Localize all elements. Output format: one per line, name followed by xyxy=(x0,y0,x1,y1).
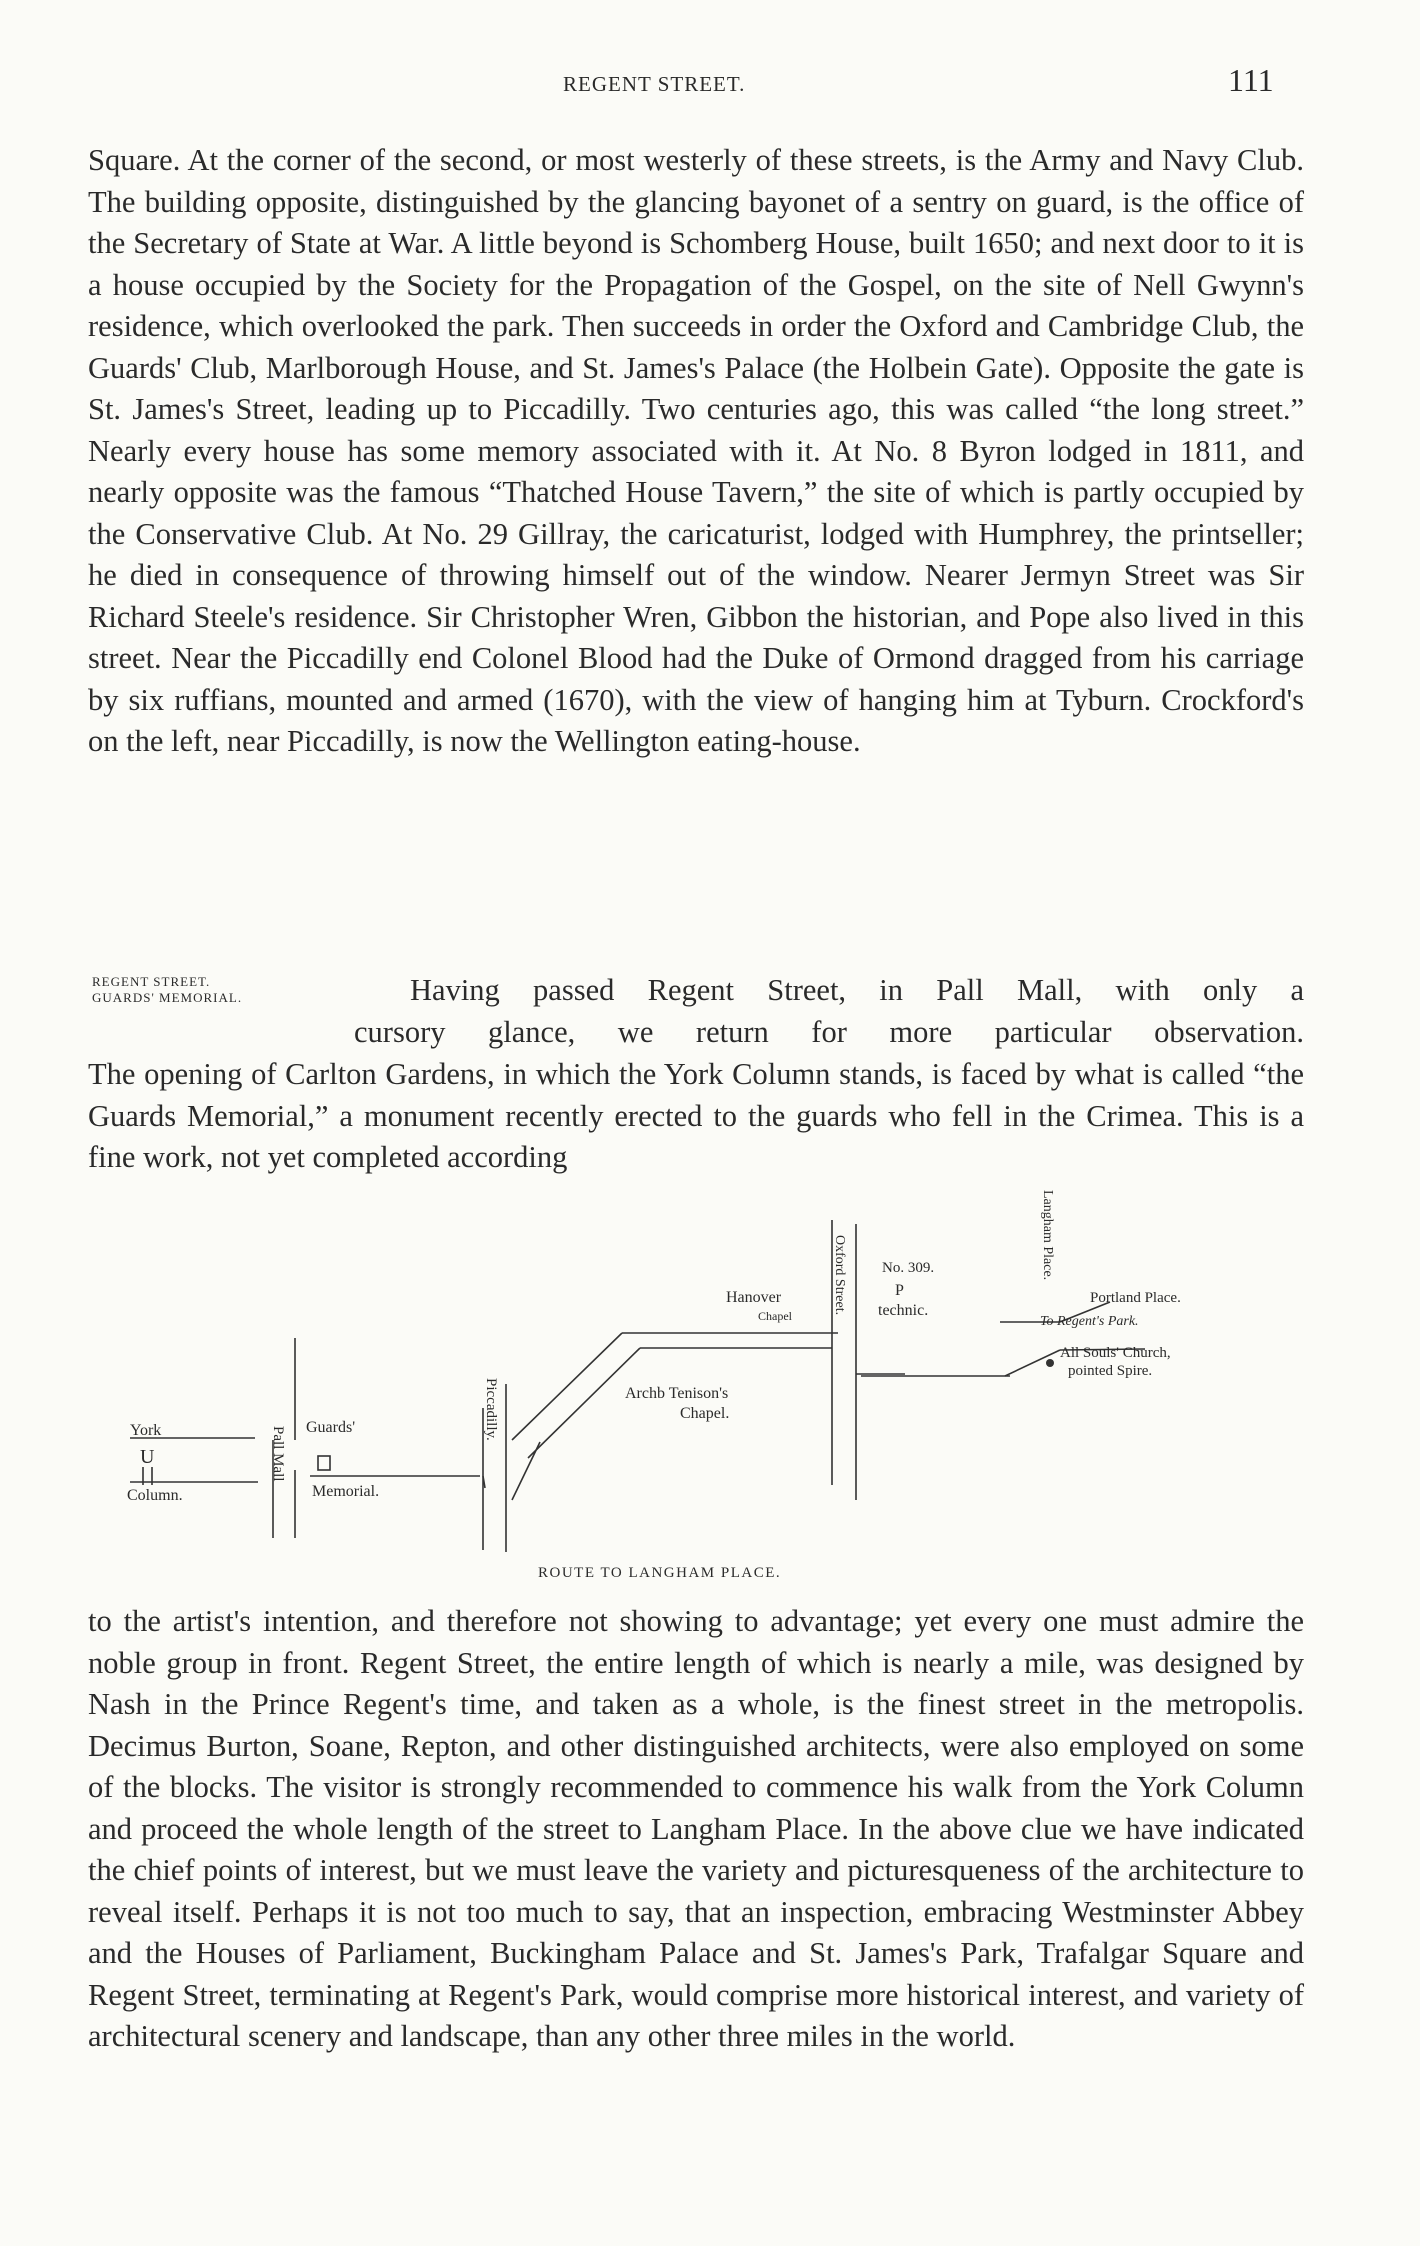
map-label-regents-park: To Regent's Park. xyxy=(1040,1314,1139,1329)
map-label-hanover: Hanover xyxy=(726,1289,782,1306)
map-label-polytechnic-1: P xyxy=(895,1282,904,1299)
route-map xyxy=(0,1140,1420,1570)
map-line xyxy=(512,1333,622,1440)
paragraph-3: to the artist's intention, and therefore not showing to advantage; yet every one must admire the noble group in front. Regent Street, the entire length of which is nearly a mile, was designed by Nash in the Prince Regent's time, and taken as a whole, is the finest street in the metropolis. Decimus Burton, Soane, Repton, and other distinguished architects, were also employed on some of the blocks. The visitor is strongly recommended to commence his walk from the York Column and proceed the whole length of the street to Langham Place. In the above clue we have indicated the chief points of interest, but we must leave the variety and picturesqueness of the architecture to reveal itself. Perhaps it is not too much to say, that an inspection, embracing Westminster Abbey and the Houses of Parliament, Buckingham Palace and St. James's Park, Trafalgar Square and Regent Street, terminating at Regent's Park, would comprise more historical interest, and variety of architectural scenery and landscape, than any other three miles in the world. xyxy=(88,1604,1304,2053)
map-label-column: Column. xyxy=(127,1487,183,1504)
guards-memorial-marker xyxy=(318,1456,330,1470)
york-column-marker: U xyxy=(140,1446,155,1468)
page-number: 111 xyxy=(1228,62,1274,98)
map-label-pall-mall: Pall Mall xyxy=(270,1426,286,1482)
paragraph-2-line-1: Having passed Regent Street, in Pall Mall, with only a xyxy=(410,973,1304,1007)
map-label-polytechnic-2: technic. xyxy=(878,1302,929,1319)
map-label-no-309: No. 309. xyxy=(882,1260,935,1276)
map-label-langham-place: Langham Place. xyxy=(1040,1190,1055,1281)
map-label-archbishop-chapel-2: Chapel. xyxy=(680,1405,730,1422)
map-caption: ROUTE TO LANGHAM PLACE. xyxy=(538,1565,782,1581)
all-souls-marker xyxy=(1046,1359,1054,1367)
map-line xyxy=(528,1348,640,1458)
page-header xyxy=(0,62,1420,112)
paragraph-2-line-2: cursory glance, we return for more particular observation. xyxy=(354,1015,1304,1049)
map-label-york: York xyxy=(130,1422,162,1439)
map-label-memorial: Memorial. xyxy=(312,1483,380,1500)
running-title: REGENT STREET. xyxy=(563,72,746,96)
map-line xyxy=(512,1442,540,1500)
margin-note-line-2: GUARDS' MEMORIAL. xyxy=(92,990,243,1005)
map-label-hanover-chapel: Chapel xyxy=(758,1309,792,1323)
map-label-portland-place: Portland Place. xyxy=(1090,1290,1181,1306)
margin-note xyxy=(92,974,352,1006)
map-label-all-souls-1: All Souls' Church, xyxy=(1060,1345,1171,1361)
map-label-guards: Guards' xyxy=(306,1419,356,1436)
map-label-oxford-street: Oxford Street. xyxy=(832,1235,847,1316)
margin-note-line-1: REGENT STREET. xyxy=(92,974,211,989)
paragraph-1: Square. At the corner of the second, or most westerly of these streets, is the Army and Navy Club. The building opposite, distinguished by the glancing bayonet of a sentry on guard, is the office of the Secretary of State at War. A little beyond is Schomberg House, built 1650; and next door to it is a house occupied by the Society for the Propagation of the Gospel, on the site of Nell Gwynn's residence, which overlooked the park. Then succeeds in order the Oxford and Cambridge Club, the Guards' Club, Marlborough House, and St. James's Palace (the Holbein Gate). Opposite the gate is St. James's Street, leading up to Piccadilly. Two centuries ago, this was called “the long street.” Nearly every house has some memory associated with it. At No. 8 Byron lodged in 1811, and nearly opposite was the famous “Thatched House Tavern,” the site of which is partly occupied by the Conservative Club. At No. 29 Gillray, the caricaturist, lodged with Humphrey, the printseller; he died in consequence of throwing himself out of the window. Nearer Jermyn Street was Sir Richard Steele's residence. Sir Christopher Wren, Gibbon the historian, and Pope also lived in this street. Near the Piccadilly end Colonel Blood had the Duke of Ormond dragged from his carriage by six ruffians, mounted and armed (1670), with the view of hanging him at Tyburn. Crockford's on the left, near Piccadilly, is now the Wellington eating-house. xyxy=(88,143,1304,758)
map-label-piccadilly: Piccadilly. xyxy=(483,1378,499,1441)
map-label-all-souls-2: pointed Spire. xyxy=(1068,1363,1153,1379)
map-label-archbishop-chapel-1: Archb Tenison's xyxy=(625,1385,729,1402)
paragraph-2-rest: The opening of Carlton Gardens, in which the York Column stands, is faced by what is called “the Guards Memorial,” a monument recently erected to the guards who fell in the Crimea. This is a fine work, not yet completed according xyxy=(88,1057,1304,1174)
